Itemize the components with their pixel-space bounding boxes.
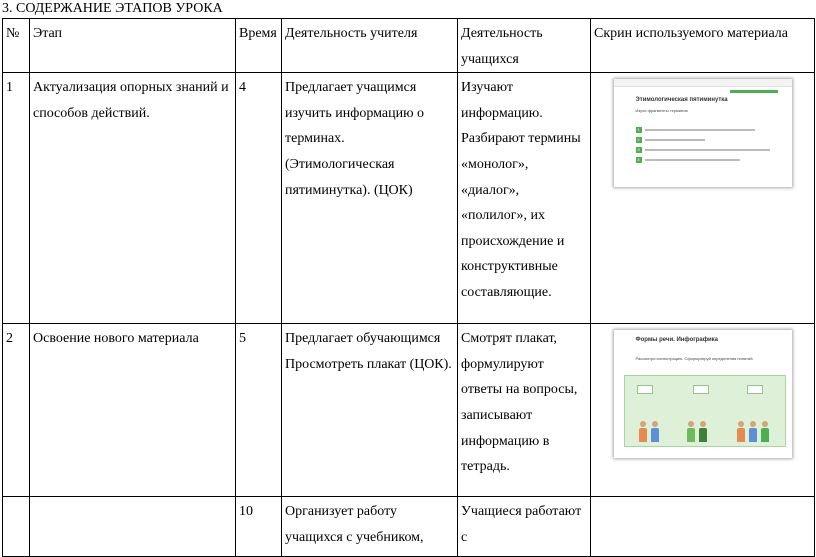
- green-progress-bar: [730, 90, 778, 93]
- section-heading: 3. СОДЕРЖАНИЕ ЭТАПОВ УРОКА: [2, 1, 223, 16]
- row-screenshot-cell: [591, 324, 815, 497]
- header-teacher: Деятельность учителя: [282, 19, 458, 73]
- person-illustration: [687, 421, 695, 442]
- row-time: 10: [236, 497, 282, 557]
- row-stage: Освоение нового материала: [30, 324, 236, 497]
- person-illustration: [761, 421, 769, 442]
- screenshot-subtitle: Изучи фрагменты терминов: [635, 108, 688, 114]
- row-time: 4: [236, 73, 282, 324]
- screenshot-subtitle: Рассмотри иллюстрацию. Сформулируй определения понятий.: [635, 356, 754, 362]
- row-student-activity: Учащиеся работают с: [458, 497, 591, 557]
- row-num: [3, 497, 30, 557]
- person-illustration: [651, 421, 659, 442]
- screenshot-list-item: 2: [636, 137, 776, 144]
- row-teacher-activity: Организует работу учащихся с учебником,: [282, 497, 458, 557]
- infographic-panel: [624, 375, 786, 447]
- row-screenshot-cell: [591, 73, 815, 324]
- header-students: Деятельность учащихся: [458, 19, 591, 73]
- person-illustration: [639, 421, 647, 442]
- table-row: [3, 324, 815, 497]
- person-illustration: [699, 421, 707, 442]
- header-screen: Скрин используемого материала: [591, 19, 815, 73]
- row-screenshot-cell: [591, 497, 815, 557]
- screenshot-list-item: 1: [636, 127, 776, 134]
- header-num: №: [3, 19, 30, 73]
- row-student-activity: Смотрят плакат, формулируют ответы на вопросы, записывают информацию в тетрадь.: [458, 324, 591, 497]
- row-student-activity: Изучают информацию. Разбирают термины «монолог», «диалог», «полилог», их происхождение и конструктивные составляющие.: [458, 73, 591, 324]
- etymology-screenshot: [614, 79, 792, 187]
- browser-bar: [614, 79, 792, 87]
- lesson-stages-table: [2, 18, 815, 557]
- row-time: 5: [236, 324, 282, 497]
- screenshot-title: Формы речи. Инфографика: [635, 337, 719, 344]
- header-stage: Этап: [30, 19, 236, 73]
- screenshot-title: Этимологическая пятиминутка: [635, 97, 728, 104]
- row-num: 1: [3, 73, 30, 324]
- row-num: 2: [3, 324, 30, 497]
- row-teacher-activity: Предлагает учащимся изучить информацию о терминах. (Этимологическая пятиминутка). (ЦОК): [282, 73, 458, 324]
- screenshot-list-item: 3: [636, 147, 776, 154]
- person-illustration: [737, 421, 745, 442]
- infographic-screenshot: [614, 330, 792, 458]
- row-stage: Актуализация опорных знаний и способов действий.: [30, 73, 236, 324]
- person-illustration: [749, 421, 757, 442]
- row-stage: [30, 497, 236, 557]
- table-header-row: [3, 19, 815, 73]
- row-teacher-activity: Предлагает обучающимся Просмотреть плакат (ЦОК).: [282, 324, 458, 497]
- header-time: Время: [236, 19, 282, 73]
- table-row: [3, 497, 815, 557]
- table-row: [3, 73, 815, 324]
- screenshot-list-item: 4: [636, 157, 776, 164]
